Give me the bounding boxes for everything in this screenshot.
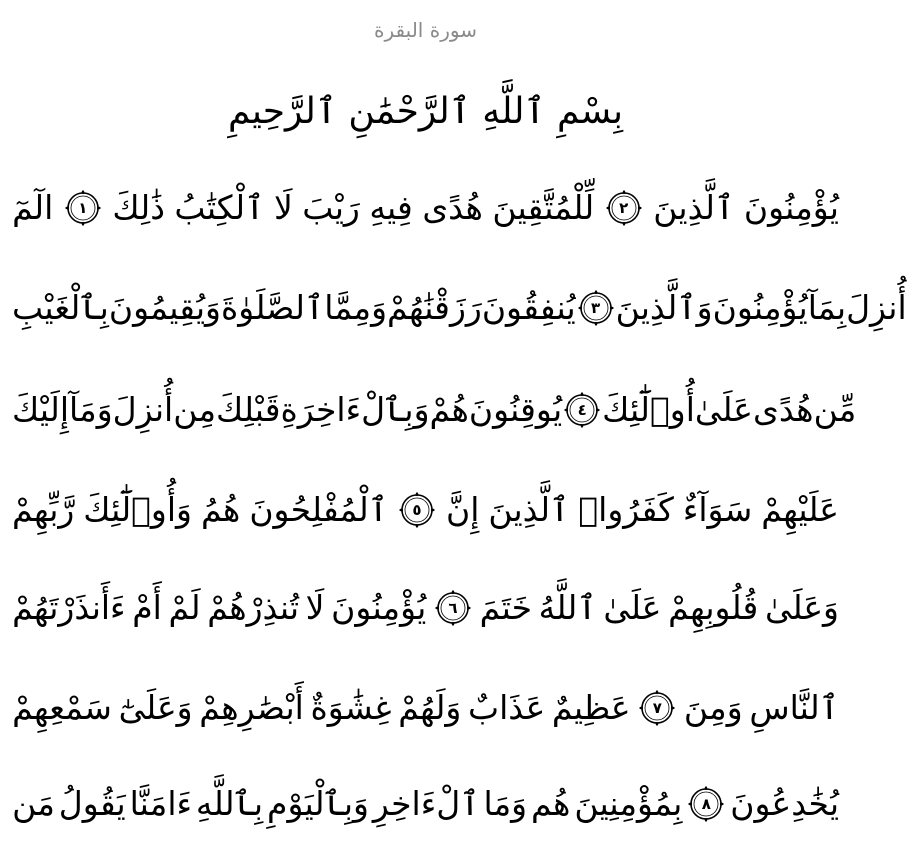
verse-word: عَلَيْهِمْ — [761, 490, 839, 529]
verse-word: وَعَلَىٰ — [764, 588, 839, 627]
verse-word: يَقُولُ — [58, 784, 126, 823]
verse-word: يُنفِقُونَ — [481, 288, 576, 327]
verse-word: لِّلْمُتَّقِينَ — [492, 188, 595, 227]
ayah-number: ٧ — [652, 698, 662, 717]
ayah-number: ٣ — [591, 298, 601, 317]
verse-word: قُلُوبِهِمْ — [668, 588, 759, 627]
verse-word: وَمَا — [483, 784, 528, 823]
verse-line — [12, 560, 839, 656]
verse-word: ءَأَنذَرْتَهُمْ — [12, 588, 126, 627]
verse-word: هُدًى — [753, 390, 814, 429]
verse-word: مِن — [173, 390, 217, 429]
verse-word: يُخَٰدِعُونَ — [730, 784, 839, 823]
ayah-number: ٢ — [619, 198, 629, 217]
verse-word: بِمَآ — [807, 288, 847, 327]
verse-word: بِمُؤْمِنِينَ — [574, 784, 683, 823]
verse-word: رَيْبَ — [302, 188, 360, 227]
verse-word: ٱللَّهُ — [538, 588, 597, 627]
verse-word: وَأُو۟لَٰٓئِكَ — [83, 490, 192, 529]
verse-line — [12, 362, 857, 458]
verse-line — [12, 756, 839, 852]
verse-word: ٱلْكِتَٰبُ — [174, 188, 265, 227]
verse-word: أُو۟لَٰٓئِكَ — [602, 390, 695, 429]
verse-word: غِشَٰوَةٌ — [310, 688, 392, 727]
verse-word: ٱلَّذِينَ — [653, 188, 735, 227]
verse-word: مَن — [12, 784, 55, 823]
verse-word: ٱلْمُفْلِحُونَ — [249, 490, 388, 529]
ayah-marker-icon — [686, 784, 726, 824]
verse-word: كَفَرُوا۟ — [578, 490, 674, 529]
ayah-number: ٤ — [577, 400, 587, 419]
verse-word: تُنذِرْهُمْ — [207, 588, 299, 627]
verse-word: هُدًى — [422, 188, 483, 227]
verse-word: ٱلصَّلَوٰةَ — [221, 288, 325, 327]
ayah-number: ١ — [78, 198, 88, 217]
verse-word: سَمْعِهِمْ — [12, 688, 112, 727]
ayah-marker-icon — [562, 390, 602, 430]
basmala: بِسْمِ ٱللَّهِ ٱلرَّحْمَٰنِ ٱلرَّحِيمِ — [227, 91, 624, 132]
verse-word: ٱلَّذِينَ — [488, 490, 570, 529]
ayah-marker-icon — [63, 188, 103, 228]
verse-word: أَبْصَٰرِهِمْ — [199, 688, 304, 727]
verse-word: يُؤْمِنُونَ — [712, 288, 808, 327]
verse-word: هُمُ — [200, 490, 241, 529]
verse-word: عَلَىٰ — [694, 390, 753, 429]
verse-word: وَلَهُمْ — [398, 688, 462, 727]
surah-title: سورة البقرة — [374, 18, 477, 42]
verse-word: سَوَآءٌ — [682, 490, 753, 529]
verse-word: يُؤْمِنُونَ — [743, 188, 839, 227]
ayah-marker-icon — [397, 490, 437, 530]
verse-word: ٱلنَّاسِ — [749, 688, 839, 727]
verse-word: لَا — [305, 588, 325, 627]
verse-word: الٓمٓ — [12, 188, 54, 227]
verse-word: خَتَمَ — [479, 588, 532, 627]
verse-word: وَعَلَىٰٓ — [118, 688, 193, 727]
verse-word: وَيُقِيمُونَ — [108, 288, 221, 327]
verse-word: عَظِيمٌ — [551, 688, 631, 727]
verse-line — [12, 260, 907, 356]
verse-word: عَلَىٰ — [603, 588, 662, 627]
verse-word: ذَٰلِكَ — [112, 188, 165, 227]
verse-word: فِيهِ — [369, 188, 413, 227]
verse-word: وَبِٱلْيَوْمِ — [267, 784, 369, 823]
verse-word: وَمَآ — [69, 390, 113, 429]
verse-word: هُم — [531, 784, 571, 823]
ayah-marker-icon — [576, 288, 616, 328]
verse-word: بِٱلْغَيْبِ — [12, 288, 109, 327]
ayah-marker-icon — [604, 188, 644, 228]
ayah-marker-icon — [637, 688, 677, 728]
verse-word: عَذَابٌ — [468, 688, 546, 727]
verse-word: هُمْ — [429, 390, 469, 429]
ayah-marker-icon — [433, 588, 473, 628]
verse-word: قَبْلِكَ — [216, 390, 281, 429]
verse-word: ٱلْءَاخِرِ — [372, 784, 480, 823]
verse-word: رَزَقْنَٰهُمْ — [387, 288, 482, 327]
verse-word: وَٱلَّذِينَ — [615, 288, 713, 327]
verse-word: لَا — [273, 188, 293, 227]
ayah-number: ٦ — [448, 598, 458, 617]
verse-line — [12, 462, 839, 558]
verse-line — [12, 160, 839, 256]
verse-word: أَمْ — [132, 588, 162, 627]
verse-line — [12, 660, 839, 756]
verse-word: أُنزِلَ — [846, 288, 907, 327]
ayah-number: ٨ — [701, 794, 711, 813]
verse-word: يُوقِنُونَ — [468, 390, 563, 429]
verse-word: أُنزِلَ — [112, 390, 174, 429]
verse-word: يُؤْمِنُونَ — [331, 588, 427, 627]
verse-word: ءَامَنَّا — [129, 784, 192, 823]
verse-word: وَمِمَّا — [324, 288, 388, 327]
verse-word: وَمِنَ — [683, 688, 743, 727]
verse-word: بِٱللَّهِ — [195, 784, 264, 823]
verse-word: إِنَّ — [445, 490, 480, 529]
verse-word: رَّبِّهِمْ — [12, 490, 75, 529]
verse-word: مِّن — [813, 390, 857, 429]
verse-word: وَبِٱلْءَاخِرَةِ — [280, 390, 430, 429]
ayah-number: ٥ — [412, 500, 422, 519]
verse-word: إِلَيْكَ — [12, 390, 69, 429]
verse-word: لَمْ — [168, 588, 201, 627]
